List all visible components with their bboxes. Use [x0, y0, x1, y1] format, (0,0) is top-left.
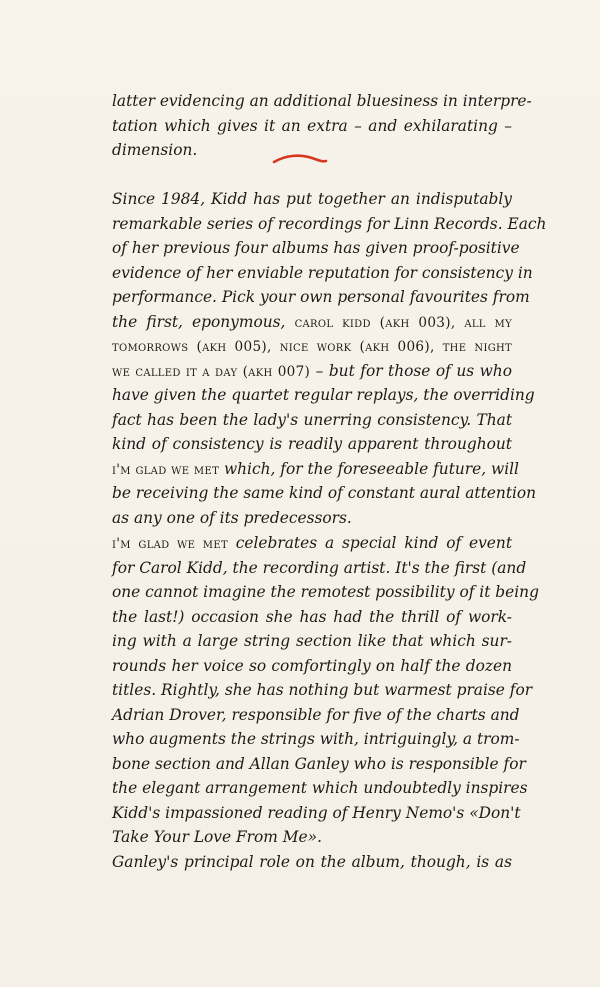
text-line: Kidd's impassioned reading of Henry Nemo's «Don't: [112, 803, 521, 822]
text-line: ing with a large string section like that which sur-: [112, 632, 512, 650]
paragraph-3: [112, 531, 539, 850]
text-line: the last!) occasion she has had the thrill of work-: [112, 607, 512, 626]
paragraph-2: [112, 187, 547, 530]
text-line: fact has been the lady's unerring consistency. That: [112, 410, 512, 429]
text-segment: – but for those of us who: [315, 361, 512, 380]
text-segment: the first, eponymous,: [112, 312, 286, 331]
text-line: kind of consistency is readily apparent throughout: [112, 435, 512, 453]
text-line: titles. Rightly, she has nothing but warmest praise for: [112, 681, 533, 699]
text-line: [112, 310, 512, 335]
text-line: who augments the strings with, intriguingly, a trom-: [112, 730, 520, 748]
text-line: dimension.: [112, 141, 198, 159]
paragraph-4: [112, 850, 512, 875]
text-segment: which, for the foreseeable future, will: [223, 459, 519, 478]
text-line: tation which gives it an extra – and exhilarating –: [112, 116, 512, 135]
text-line: evidence of her enviable reputation for consistency in: [112, 263, 533, 282]
text-line: Since 1984, Kidd has put together an indisputably: [112, 190, 512, 208]
red-flourish-icon: [272, 152, 328, 166]
album-title: we called it a day (akh 007): [112, 363, 311, 380]
text-line: as any one of its predecessors.: [112, 508, 352, 527]
text-line: Adrian Drover, responsible for five of the charts and: [112, 705, 520, 724]
text-line: be receiving the same kind of constant aural attention: [112, 484, 537, 502]
text-line: bone section and Allan Ganley who is responsible for: [112, 754, 526, 773]
album-title: carol kidd (akh 003), all my: [294, 314, 512, 331]
text-line: performance. Pick your own personal favourites from: [112, 288, 530, 306]
text-line: remarkable series of recordings for Linn Records. Each: [112, 214, 547, 233]
text-line: for Carol Kidd, the recording artist. It's the first (and: [112, 558, 527, 577]
text-line: Take Your Love From Me».: [112, 828, 322, 846]
text-line: [112, 334, 512, 359]
text-line: [112, 531, 512, 556]
text-line: have given the quartet regular replays, the overriding: [112, 386, 535, 404]
text-line: of her previous four albums has given proof-positive: [112, 239, 520, 257]
album-title: tomorrows (akh 005), nice work (akh 006), the night: [112, 339, 512, 355]
album-title: i'm glad we met: [112, 461, 220, 478]
text-line: [112, 359, 512, 384]
text-line: the elegant arrangement which undoubtedly inspires: [112, 779, 528, 797]
text-line: Ganley's principal role on the album, though, is as: [112, 853, 512, 871]
album-title: i'm glad we met: [112, 536, 228, 552]
text-segment: celebrates a special kind of event: [235, 534, 513, 552]
text-line: rounds her voice so comfortingly on half the dozen: [112, 656, 512, 675]
text-line: [112, 457, 519, 482]
text-line: one cannot imagine the remotest possibility of it being: [112, 583, 539, 601]
text-line: latter evidencing an additional bluesiness in interpre-: [112, 92, 532, 110]
